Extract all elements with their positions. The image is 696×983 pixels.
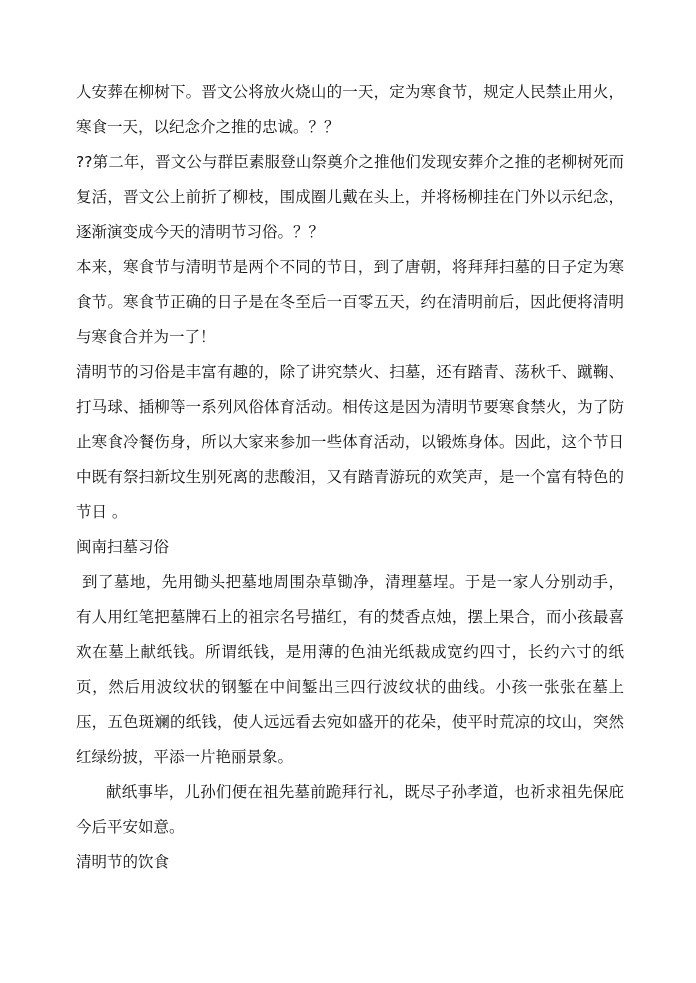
document-page: [76, 75, 624, 880]
paragraph-worship-ritual: 献纸事毕，儿孙们便在祖先墓前跪拜行礼，既尽子孙孝道，也祈求祖先保庇今后平安如意。: [76, 783, 624, 836]
paragraph-cold-food-origin: 人安葬在柳树下。晋文公将放火烧山的一天，定为寒食节，规定人民禁止用火，寒食一天，以纪念介之推的忠诚。？？: [76, 83, 624, 136]
paragraph-festival-merge: 本来，寒食节与清明节是两个不同的节日，到了唐朝，将拜拜扫墓的日子定为寒食节。寒食节正确的日子是在冬至后一百零五天，约在清明前后，因此便将清明与寒食合并为一了！: [76, 258, 624, 346]
paragraph-willow-custom: ??第二年，晋文公与群臣素服登山祭奠介之推他们发现安葬介之推的老柳树死而复活，晋文公上前折了柳枝，围成圈儿戴在头上，并将杨柳挂在门外以示纪念，逐渐演变成今天的清明节习俗。？？: [76, 153, 624, 241]
paragraph-tomb-sweeping-process: 到了墓地，先用锄头把墓地周围杂草锄净，清理墓埕。于是一家人分别动手，有人用红笔把墓牌石上的祖宗名号描红，有的焚香点烛，摆上果合，而小孩最喜欢在墓上献纸钱。所谓纸钱，是用薄的色油光纸裁成宽约四寸，长约六寸的纸页，然后用波纹状的钢錾在中间錾出三四行波纹状的曲线。小孩一张张在墓上压，五色斑斓的纸钱，使人远远看去宛如盛开的花朵，使平时荒凉的坟山，突然红绿纷披，平添一片艳丽景象。: [76, 573, 624, 766]
paragraph-festival-customs: 清明节的习俗是丰富有趣的，除了讲究禁火、扫墓，还有踏青、荡秋千、蹴鞠、打马球、插柳等一系列风俗体育活动。相传这是因为清明节要寒食禁火，为了防止寒食冷餐伤身，所以大家来参加一些体育活动，以锻炼身体。因此，这个节日中既有祭扫新坟生别死离的悲酸泪，又有踏青游玩的欢笑声，是一个富有特色的节日 。: [76, 363, 624, 521]
section-heading-qingming-food: 清明节的饮食: [76, 853, 170, 871]
section-heading-minnan-tomb-sweeping: 闽南扫墓习俗: [76, 538, 170, 556]
